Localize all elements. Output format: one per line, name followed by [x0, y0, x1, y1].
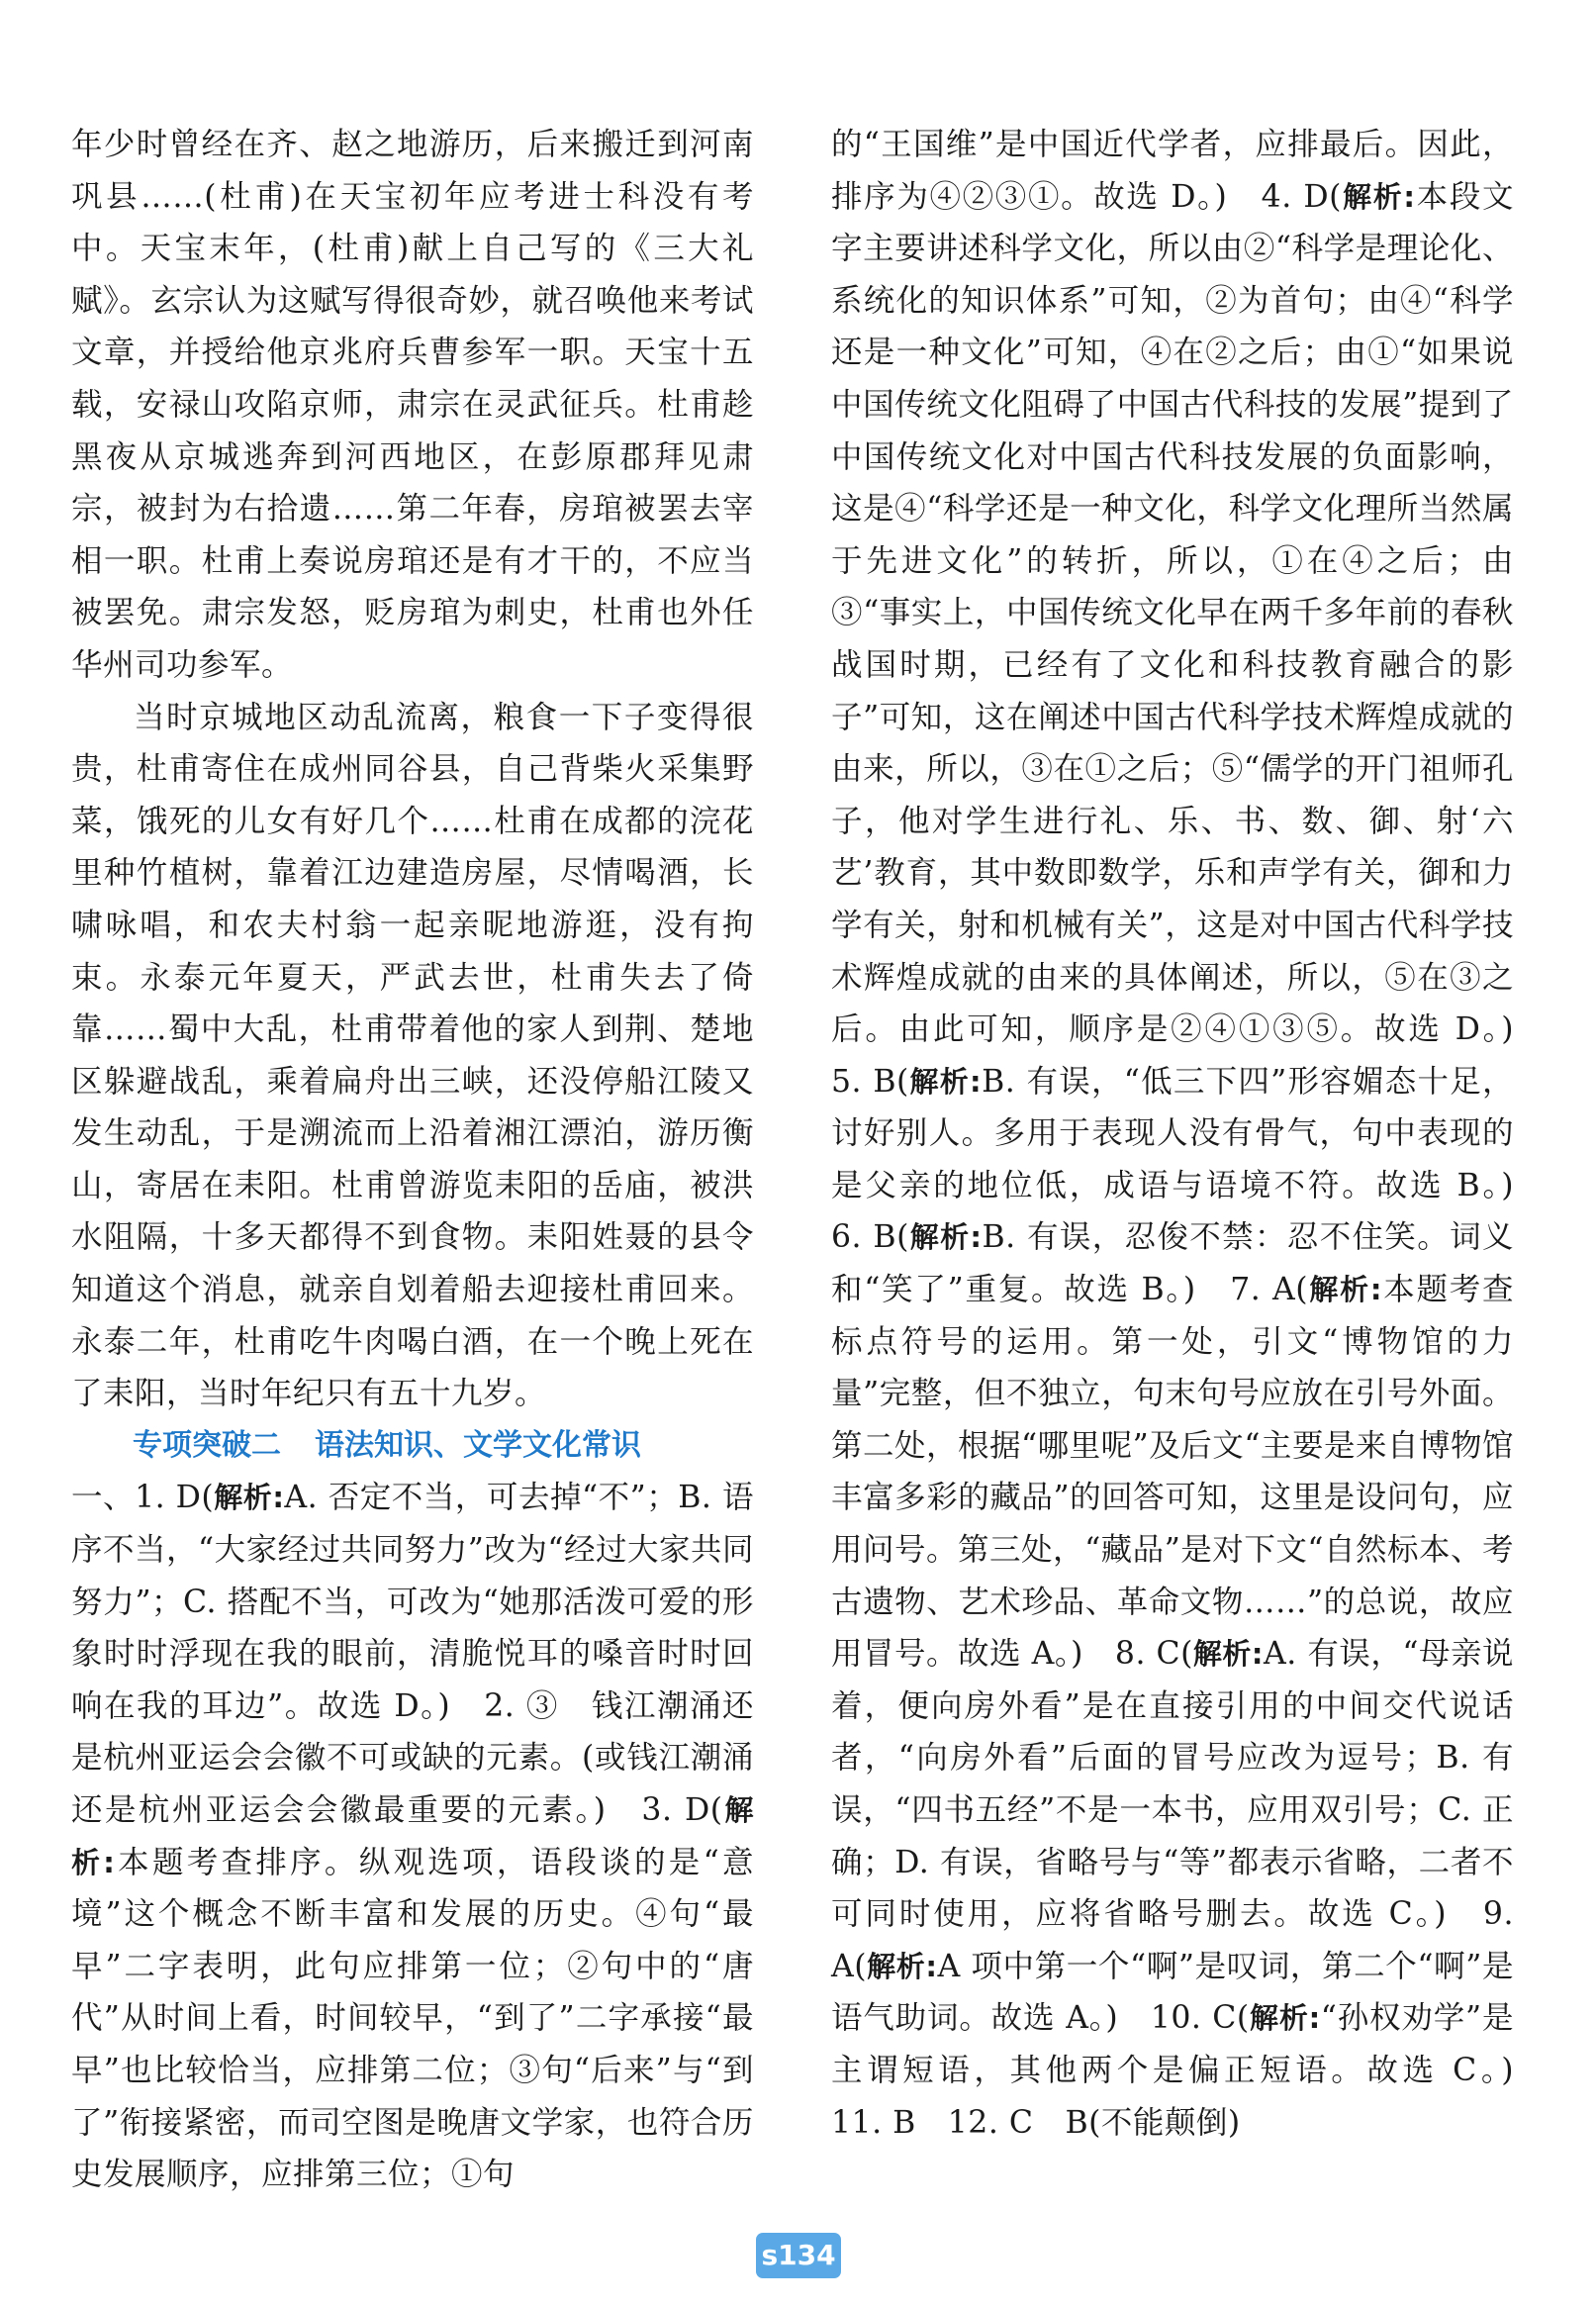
- answer-text: 本题考查排序。纵观选项，语段谈的是“意境”这个概念不断丰富和发展的历史。④句“最早”二字表明，此句应排第一位；②句中的“唐代”从时间上看，时间较早，“到了”二字承接“最早”也比较恰当，应排第二位；③句“后来”与“到了”衔接紧密，而司空图是晚唐文学家，也符合历史发展顺序，应排第三位；①句: [71, 1844, 754, 2193]
- answer-text: 本题考查标点符号的运用。第一处，引文“博物馆的力量”完整，但不独立，句末句号应放在引号外面。第二处，根据“哪里呢”及后文“主要是来自博物馆丰富多彩的藏品”的回答可知，这里是设问句，应用问号。第三处，“藏品”是对下文“自然标本、考古遗物、艺术珍品、革命文物……”的总说，故应用冒号。故选 A。) 8. C(: [831, 1272, 1514, 1673]
- answer-text: B. 有误，“低三下四”形容媚态十足，讨好别人。多用于表现人没有骨气，句中表现的是父亲的地位低，成语与语境不符。故选 B。) 6. B(: [831, 1063, 1547, 1256]
- analysis-label: 解析:: [1341, 179, 1416, 214]
- analysis-label: 解析:: [1308, 1273, 1382, 1307]
- answer-block-2: [831, 119, 1547, 2149]
- answer-text: A. 有误，“母亲说着，便向房外看”是在直接引用的中间交代说话者，“向房外看”后面的冒号应改为逗号；B. 有误，“四书五经”不是一本书，应用双引号；C. 正确；D. 有误，省略号与“等”都表示省略，二者不可同时使用，应将省略号删去。故选 C。) 9. A(: [831, 1636, 1514, 1984]
- section-title-number: 专项突破二: [133, 1427, 281, 1463]
- analysis-label: 解析:: [867, 1949, 938, 1983]
- answer-text: A 项中第一个“啊”是叹词，第二个“啊”是语气助词。故选 A。) 10. C(: [831, 1948, 1514, 2037]
- section-title: [71, 1420, 754, 1473]
- answer-text: 本段文字主要讲述科学文化，所以由②“科学是理论化、系统化的知识体系”可知，②为首句；由④“科学还是一种文化”可知，④在②之后；由①“如果说中国传统文化阻碍了中国古代科技的发展”提到了中国传统文化对中国古代科技发展的负面影响，这是④“科学还是一种文化，科学文化理所当然属于先进文化”的转折，所以，①在④之后；由③“事实上，中国传统文化早在两千多年前的春秋战国时期，已经有了文化和科技教育融合的影子”可知，这在阐述中国古代科学技术辉煌成就的由来，所以，③在①之后；⑤“儒学的开门祖师孔子，他对学生进行礼、乐、书、数、御、射‘六艺’教育，其中数即数学，乐和声学有关，御和力学有关，射和机械有关”，这是对中国古代科学技术辉煌成就的由来的具体阐述，所以，⑤在③之后。由此可知，顺序是②④①③⑤。故选 D。) 5. B(: [831, 178, 1547, 1100]
- analysis-label: 解析:: [71, 1793, 754, 1879]
- analysis-label: 解析:: [214, 1481, 285, 1515]
- right-column: [831, 119, 1547, 2149]
- answer-block-1: [71, 1472, 754, 2200]
- analysis-label: 解析:: [1249, 2001, 1321, 2036]
- answer-text: A. 否定不当，可去掉“不”；B. 语序不当，“大家经过共同努力”改为“经过大家共同努力”；C. 搭配不当，可改为“她那活泼可爱的形象时时浮现在我的眼前，清脆悦耳的嗓音时时回响在我的耳边”。故选 D。) 2. ③ 钱江潮涌还是杭州亚运会会徽不可或缺的元素。(或钱江潮涌还是杭州亚运会会徽最重要的元素。) 3. D(: [71, 1480, 754, 1828]
- left-column: [71, 119, 754, 2201]
- analysis-label: 解析:: [908, 1064, 983, 1099]
- translation-paragraph-2: 当时京城地区动乱流离，粮食一下子变得很贵，杜甫寄住在成州同谷县，自己背柴火采集野菜，饿死的儿女有好几个……杜甫在成都的浣花里种竹植树，靠着江边建造房屋，尽情喝酒，长啸咏唱，和农夫村翁一起亲昵地游逛，没有拘束。永泰元年夏天，严武去世，杜甫失去了倚靠……蜀中大乱，杜甫带着他的家人到荆、楚地区躲避战乱，乘着扁舟出三峡，还没停船江陵又发生动乱，于是溯流而上沿着湘江漂泊，游历衡山，寄居在耒阳。杜甫曾游览耒阳的岳庙，被洪水阻隔，十多天都得不到食物。耒阳姓聂的县令知道这个消息，就亲自划着船去迎接杜甫回来。永泰二年，杜甫吃牛肉喝白酒，在一个晚上死在了耒阳，当时年纪只有五十九岁。: [71, 699, 754, 1412]
- section-title-topic: 语法知识、文学文化常识: [315, 1427, 641, 1463]
- page-number-badge: s134: [756, 2233, 841, 2278]
- answer-text: 的“王国维”是中国近代学者，应排最后。因此，排序为④②③①。故选 D。) 4. D(: [831, 127, 1514, 215]
- translation-paragraph-1: 年少时曾经在齐、赵之地游历，后来搬迁到河南巩县……(杜甫)在天宝初年应考进士科没有考中。天宝末年，(杜甫)献上自己写的《三大礼赋》。玄宗认为这赋写得很奇妙，就召唤他来考试文章，并授给他京兆府兵曹参军一职。天宝十五载，安禄山攻陷京师，肃宗在灵武征兵。杜甫趁黑夜从京城逃奔到河西地区，在彭原郡拜见肃宗，被封为右拾遗……第二年春，房琯被罢去宰相一职。杜甫上奏说房琯还是有才干的，不应当被罢免。肃宗发怒，贬房琯为刺史，杜甫也外任华州司功参军。: [71, 127, 754, 683]
- answer-text: B. 有误，忍俊不禁：忍不住笑。词义和“笑了”重复。故选 B。) 7. A(: [831, 1219, 1514, 1308]
- analysis-label: 解析:: [908, 1220, 983, 1255]
- analysis-label: 解析:: [1192, 1637, 1265, 1672]
- answer-text: 一、1. D(: [71, 1480, 215, 1516]
- answer-text: “孙权劝学”是主谓短语，其他两个是偏正短语。故选 C。) 11. B 12. C B(不能颠倒): [831, 2000, 1547, 2141]
